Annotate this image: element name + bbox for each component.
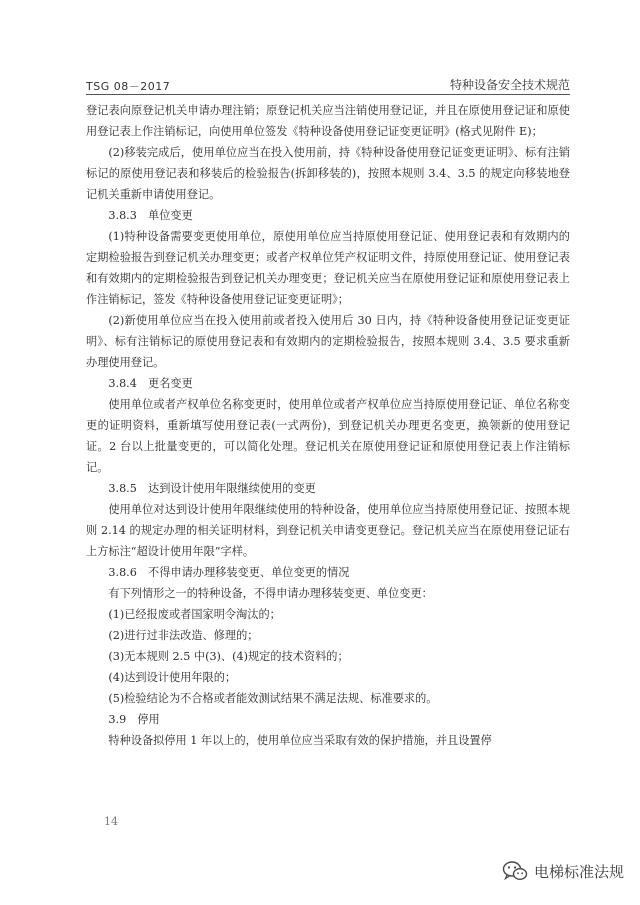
section-heading: 3.8.6 不得申请办理移装变更、单位变更的情况 <box>108 566 350 579</box>
paragraph: 特种设备拟停用 1 年以上的，使用单位应当采取有效的保护措施，并且设置停 <box>108 734 492 747</box>
header-rule <box>86 94 570 95</box>
paragraph: 登记表向原登记机关申请办理注销；原登记机关应当注销使用登记证，并且在原使用登记证和原使用登记表上作注销标记，向使用单位签发《特种设备使用登记证变更证明》(格式见附件 E)； <box>86 104 570 138</box>
paragraph: 有下列情形之一的特种设备，不得申请办理移装变更、单位变更： <box>108 587 433 600</box>
wechat-icon <box>502 860 528 882</box>
list-item: (1)已经报废或者国家明令淘汰的； <box>108 608 281 621</box>
watermark <box>502 858 624 884</box>
list-item: (4)达到设计使用年限的； <box>108 671 237 684</box>
section-heading: 3.9 停用 <box>108 713 160 726</box>
standard-code: TSG 08－2017 <box>86 80 171 93</box>
paragraph: (2)新使用单位应当在投入使用前或者投入使用后 30 日内，持《特种设备使用登记证变更证明》、标有注销标记的原使用登记表和有效期内的定期检验报告，按照本规则 3.4、3.5 要求重新办理使用登记。 <box>86 314 570 369</box>
paragraph: (2)移装完成后，使用单位应当在投入使用前，持《特种设备使用登记证变更证明》、标有注销标记的原使用登记表和移装后的检验报告(拆卸移装的)，按照本规则 3.4、3.5 的规定向移装地登记机关重新申请使用登记。 <box>86 146 570 201</box>
section-heading: 3.8.5 达到设计使用年限继续使用的变更 <box>108 482 316 495</box>
paragraph: 使用单位或者产权单位名称变更时，使用单位或者产权单位应当持原使用登记证、单位名称变更的证明资料，重新填写使用登记表(一式两份)，到登记机关办理更名变更，换领新的使用登记证。2 台以上批量变更的，可以简化处理。登记机关在原使用登记证和原使用登记表上作注销标记。 <box>86 398 570 474</box>
list-item: (3)无本规则 2.5 中(3)、(4)规定的技术资料的； <box>108 650 349 663</box>
list-item: (2)进行过非法改造、修理的； <box>108 629 259 642</box>
paragraph: (1)特种设备需要变更使用单位，原使用单位应当持原使用登记证、使用登记表和有效期内的定期检验报告到登记机关办理变更；或者产权单位凭产权证明文件，持原使用登记证、使用登记表和有效期内的定期检验报告到登记机关办理变更；登记机关应当在原使用登记证和原使用登记表上作注销标记，签发《特种设备使用登记证变更证明》； <box>86 230 570 306</box>
document-title: 特种设备安全技术规范 <box>449 78 570 92</box>
section-heading: 3.8.4 更名变更 <box>108 377 193 390</box>
page-number: 14 <box>104 815 118 828</box>
list-item: (5)检验结论为不合格或者能效测试结果不满足法规、标准要求的。 <box>108 692 438 705</box>
page-header <box>86 74 570 94</box>
section-heading: 3.8.3 单位变更 <box>108 209 193 222</box>
paragraph: 使用单位对达到设计使用年限继续使用的特种设备，使用单位应当持原使用登记证、按照本规则 2.14 的规定办理的相关证明材料，到登记机关申请变更登记。登记机关应当在原使用登记证右上方标注“超设计使用年限”字样。 <box>86 503 570 558</box>
page-body <box>86 100 570 751</box>
watermark-text: 电梯标准法规 <box>533 862 624 881</box>
